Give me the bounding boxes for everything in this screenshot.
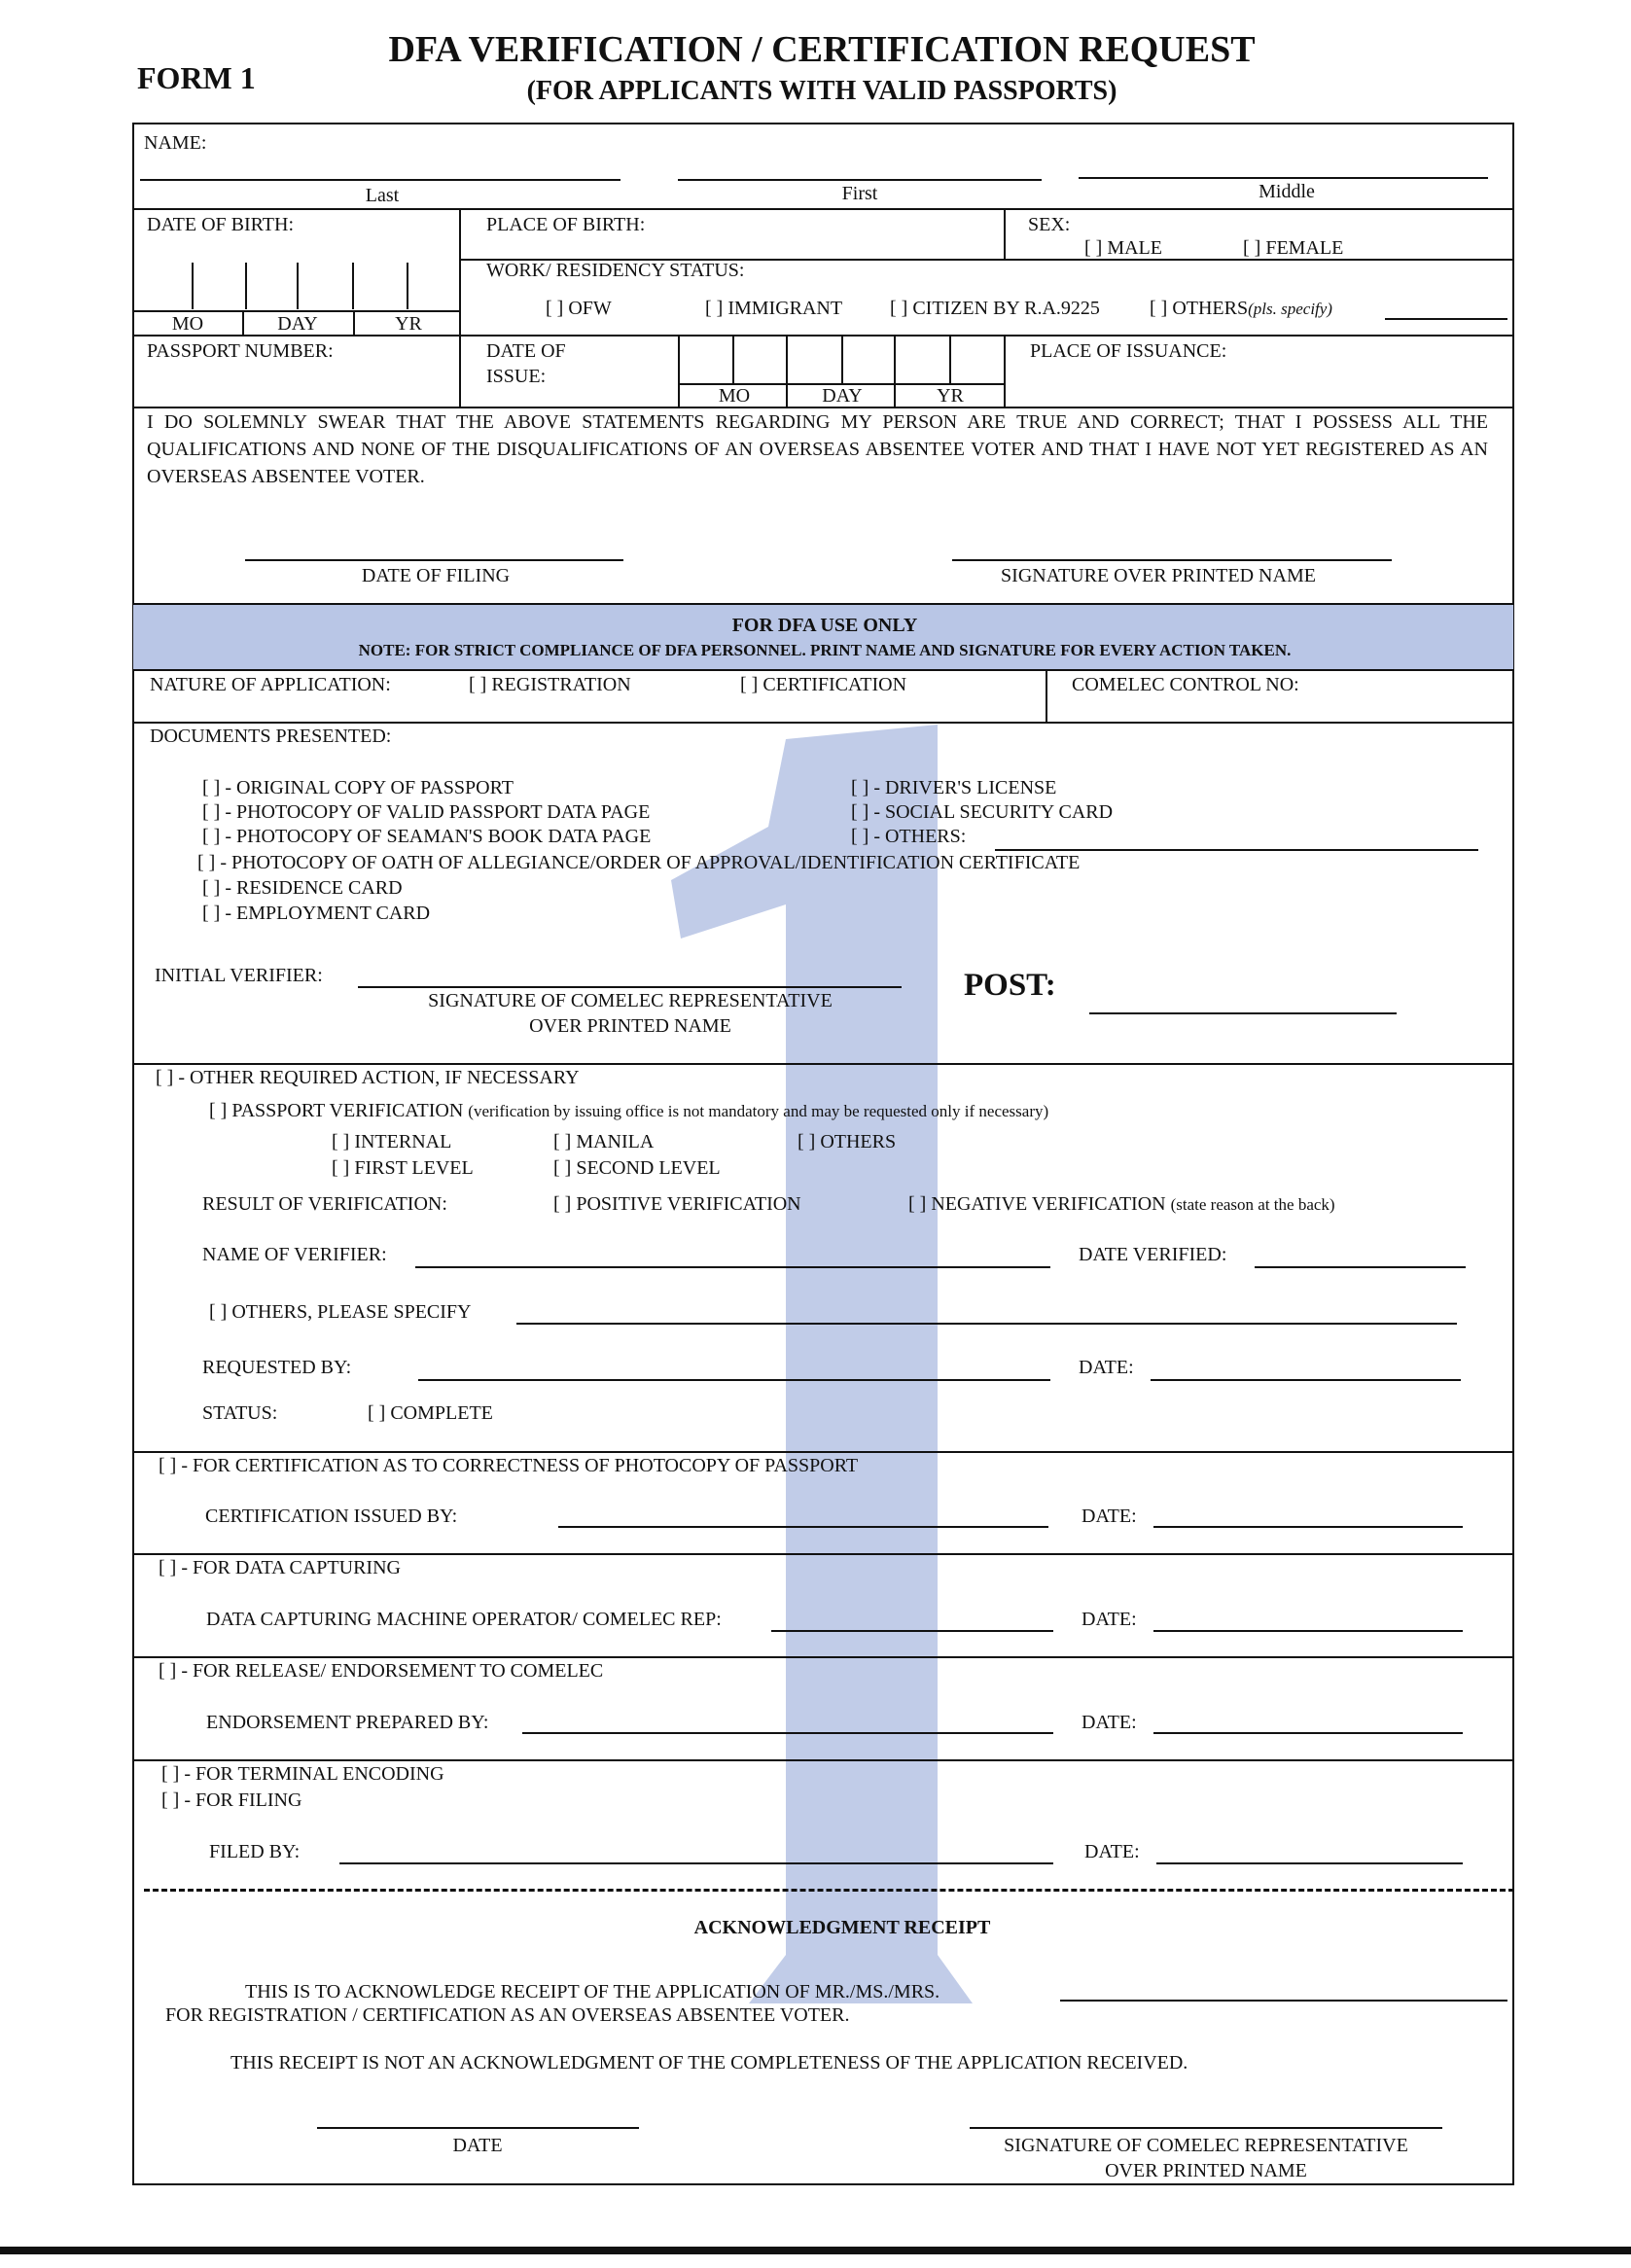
dob-day-label: DAY <box>277 313 318 335</box>
receipt-date-field[interactable] <box>317 2127 639 2129</box>
divider <box>353 310 355 335</box>
divider <box>242 310 244 335</box>
divider <box>132 1451 1514 1453</box>
divider <box>1004 335 1006 407</box>
divider <box>132 722 1514 724</box>
checkbox-female[interactable]: [ ] FEMALE <box>1243 237 1344 259</box>
dfa-use-note: NOTE: FOR STRICT COMPLIANCE OF DFA PERSONNEL. PRINT NAME AND SIGNATURE FOR EVERY ACTION TAKEN. <box>358 641 1292 659</box>
receipt-note: THIS RECEIPT IS NOT AN ACKNOWLEDGMENT OF THE COMPLETENESS OF THE APPLICATION RECEIVED. <box>230 2052 1188 2073</box>
dob-tick <box>192 263 194 309</box>
doc-item[interactable]: [ ] - SOCIAL SECURITY CARD <box>851 801 1114 823</box>
dob-yr-label: YR <box>395 313 422 335</box>
place-of-birth-label: PLACE OF BIRTH: <box>486 214 646 235</box>
divider <box>132 1759 1514 1761</box>
requested-date-field[interactable] <box>1151 1379 1461 1381</box>
doc-others-field[interactable] <box>995 849 1478 851</box>
checkbox-release[interactable]: [ ] - FOR RELEASE/ ENDORSEMENT TO COMELEC <box>159 1660 604 1682</box>
oath-text: I DO SOLEMNLY SWEAR THAT THE ABOVE STATEMENTS REGARDING MY PERSON ARE TRUE AND CORRECT; THAT I POSSESS ALL THE QUALIFICATIONS AND NONE OF THE DISQUALIFICATIONS OF AN OVERSEAS ABSENTEE VOTER AND THAT I HAVE NOT YET REGISTERED AS AN OVERSEAS ABSENTEE VOTER. <box>147 411 1488 487</box>
doc-item[interactable]: [ ] - ORIGINAL COPY OF PASSPORT <box>202 777 514 798</box>
issue-tick <box>841 335 843 383</box>
checkbox-positive[interactable]: [ ] POSITIVE VERIFICATION <box>553 1193 801 1215</box>
doc-item[interactable]: [ ] - PHOTOCOPY OF VALID PASSPORT DATA PAGE <box>202 801 651 823</box>
requested-date-label: DATE: <box>1079 1357 1134 1378</box>
issue-tick <box>949 335 951 383</box>
form-label: FORM 1 <box>137 60 256 95</box>
initial-verifier-label: INITIAL VERIFIER: <box>155 965 323 986</box>
filing-date-field[interactable] <box>1156 1862 1463 1864</box>
applicant-name-field[interactable] <box>1060 2000 1507 2002</box>
divider <box>132 1553 1514 1555</box>
requested-by-label: REQUESTED BY: <box>202 1357 352 1378</box>
dob-tick <box>407 263 408 309</box>
checkbox-registration[interactable]: [ ] REGISTRATION <box>469 674 631 695</box>
others-label: [ ] OTHERS <box>1150 298 1249 319</box>
prepared-by-label: ENDORSEMENT PREPARED BY: <box>206 1712 489 1733</box>
issue-yr-label: YR <box>937 385 964 407</box>
dob-tick <box>297 263 299 309</box>
date-verified-field[interactable] <box>1255 1266 1466 1268</box>
release-date-label: DATE: <box>1081 1712 1137 1733</box>
signature-label: SIGNATURE OVER PRINTED NAME <box>1001 565 1316 586</box>
issue-tick <box>732 335 734 383</box>
issued-by-field[interactable] <box>558 1526 1048 1528</box>
verifier-signature-label: SIGNATURE OF COMELEC REPRESENTATIVE <box>428 990 833 1011</box>
receipt-line-1: THIS IS TO ACKNOWLEDGE RECEIPT OF THE APPLICATION OF MR./MS./MRS. <box>245 1981 940 2002</box>
others-specify-field[interactable] <box>1385 318 1507 320</box>
receipt-title: ACKNOWLEDGMENT RECEIPT <box>693 1917 991 1938</box>
receipt-printed-name-label: OVER PRINTED NAME <box>1105 2160 1307 2181</box>
last-name-field[interactable] <box>140 179 620 181</box>
receipt-signature-label: SIGNATURE OF COMELEC REPRESENTATIVE <box>1004 2135 1408 2156</box>
dfa-use-title: FOR DFA USE ONLY <box>731 615 918 636</box>
operator-label: DATA CAPTURING MACHINE OPERATOR/ COMELEC REP: <box>206 1609 722 1630</box>
date-of-issue-label-2: ISSUE: <box>486 366 547 387</box>
last-label: Last <box>365 185 400 206</box>
issue-day-label: DAY <box>822 385 863 407</box>
first-name-field[interactable] <box>678 179 1042 181</box>
checkbox-data-capturing[interactable]: [ ] - FOR DATA CAPTURING <box>159 1557 401 1578</box>
checkbox-citizen[interactable]: [ ] CITIZEN BY R.A.9225 <box>890 298 1100 319</box>
checkbox-others-status[interactable] <box>1150 297 1332 321</box>
post-label: POST: <box>964 968 1056 1003</box>
name-label: NAME: <box>144 132 207 154</box>
doc-item[interactable]: [ ] - PHOTOCOPY OF OATH OF ALLEGIANCE/ORDER OF APPROVAL/IDENTIFICATION CERTIFICATE <box>197 852 1081 873</box>
nature-label: NATURE OF APPLICATION: <box>150 674 391 695</box>
checkbox-first-level[interactable]: [ ] FIRST LEVEL <box>332 1157 474 1179</box>
date-of-filing-field[interactable] <box>245 559 623 561</box>
passport-verification-note: (verification by issuing office is not mandatory and may be requested only if necessary) <box>468 1102 1049 1120</box>
passport-verification-label: [ ] PASSPORT VERIFICATION <box>209 1100 464 1121</box>
checkbox-second-level[interactable]: [ ] SECOND LEVEL <box>553 1157 721 1179</box>
checkbox-manila[interactable]: [ ] MANILA <box>553 1131 655 1152</box>
dob-mo-label: MO <box>171 313 204 335</box>
middle-label: Middle <box>1259 181 1315 202</box>
capture-date-field[interactable] <box>1153 1630 1463 1632</box>
checkbox-internal[interactable]: [ ] INTERNAL <box>332 1131 452 1152</box>
divider <box>1046 671 1047 722</box>
sex-label: SEX: <box>1028 214 1071 235</box>
checkbox-others-verification[interactable]: [ ] OTHERS <box>798 1131 897 1152</box>
receipt-signature-field[interactable] <box>970 2127 1442 2129</box>
documents-label: DOCUMENTS PRESENTED: <box>150 726 392 747</box>
dob-tick <box>352 263 354 309</box>
status-label: STATUS: <box>202 1402 278 1424</box>
capture-date-label: DATE: <box>1081 1609 1137 1630</box>
issue-mo-label: MO <box>718 385 751 407</box>
scan-bottom-edge <box>0 2247 1631 2254</box>
release-date-field[interactable] <box>1153 1732 1463 1734</box>
issue-tick <box>786 335 788 407</box>
work-status-label: WORK/ RESIDENCY STATUS: <box>486 260 745 281</box>
date-of-filing-label: DATE OF FILING <box>361 565 511 586</box>
operator-field[interactable] <box>771 1630 1053 1632</box>
cert-date-label: DATE: <box>1081 1506 1137 1527</box>
divider <box>678 335 680 407</box>
checkbox-others-specify[interactable]: [ ] OTHERS, PLEASE SPECIFY <box>209 1301 472 1323</box>
result-label: RESULT OF VERIFICATION: <box>202 1193 447 1215</box>
form-subtitle: (FOR APPLICANTS WITH VALID PASSPORTS) <box>526 76 1117 106</box>
date-verified-label: DATE VERIFIED: <box>1079 1244 1227 1265</box>
divider <box>459 208 461 407</box>
initial-verifier-field[interactable] <box>358 986 902 988</box>
checkbox-terminal-encoding[interactable]: [ ] - FOR TERMINAL ENCODING <box>161 1763 444 1785</box>
divider <box>1004 208 1006 260</box>
dob-tick <box>245 263 247 309</box>
issue-tick <box>894 335 896 407</box>
verifier-name-field[interactable] <box>415 1266 1050 1268</box>
checkbox-certification-photocopy[interactable]: [ ] - FOR CERTIFICATION AS TO CORRECTNESS OF PHOTOCOPY OF PASSPORT <box>159 1455 859 1476</box>
negative-note: (state reason at the back) <box>1170 1195 1335 1214</box>
first-label: First <box>841 183 878 204</box>
doc-item[interactable]: [ ] - PHOTOCOPY OF SEAMAN'S BOOK DATA PAGE <box>202 826 652 847</box>
receipt-date-label: DATE <box>452 2135 503 2156</box>
doc-item[interactable]: [ ] - EMPLOYMENT CARD <box>202 903 431 924</box>
negative-label: [ ] NEGATIVE VERIFICATION <box>908 1193 1166 1215</box>
place-of-issuance-label: PLACE OF ISSUANCE: <box>1030 340 1227 362</box>
checkbox-passport-verification[interactable] <box>209 1099 1048 1123</box>
post-field[interactable] <box>1089 1012 1397 1014</box>
divider <box>132 1656 1514 1658</box>
checkbox-complete[interactable]: [ ] COMPLETE <box>368 1402 493 1424</box>
filed-by-label: FILED BY: <box>209 1841 301 1862</box>
doc-item[interactable]: [ ] - OTHERS: <box>851 826 967 847</box>
checkbox-immigrant[interactable]: [ ] IMMIGRANT <box>705 298 843 319</box>
filing-date-label: DATE: <box>1084 1841 1140 1862</box>
checkbox-certification[interactable]: [ ] CERTIFICATION <box>740 674 907 695</box>
dob-label: DATE OF BIRTH: <box>147 214 295 235</box>
cut-line <box>144 1889 1514 1892</box>
cert-date-field[interactable] <box>1153 1526 1463 1528</box>
date-of-issue-label-1: DATE OF <box>486 340 566 362</box>
requested-by-field[interactable] <box>418 1379 1050 1381</box>
filed-by-field[interactable] <box>339 1862 1053 1864</box>
comelec-control-label: COMELEC CONTROL NO: <box>1072 674 1299 695</box>
checkbox-male[interactable]: [ ] MALE <box>1084 237 1162 259</box>
checkbox-ofw[interactable]: [ ] OFW <box>546 298 612 319</box>
prepared-by-field[interactable] <box>522 1732 1053 1734</box>
receipt-line-2: FOR REGISTRATION / CERTIFICATION AS AN OVERSEAS ABSENTEE VOTER. <box>165 2004 850 2026</box>
signature-field[interactable] <box>952 559 1392 561</box>
verifier-printed-name-label: OVER PRINTED NAME <box>529 1015 731 1037</box>
checkbox-negative[interactable] <box>908 1192 1335 1217</box>
others-specify-field[interactable] <box>516 1323 1457 1325</box>
checkbox-filing[interactable]: [ ] - FOR FILING <box>161 1790 302 1811</box>
others-note: (pls. specify) <box>1248 300 1332 318</box>
passport-number-label: PASSPORT NUMBER: <box>147 340 334 362</box>
divider <box>132 1063 1514 1065</box>
verifier-name-label: NAME OF VERIFIER: <box>202 1244 387 1265</box>
doc-item[interactable]: [ ] - RESIDENCE CARD <box>202 877 403 899</box>
form-title: DFA VERIFICATION / CERTIFICATION REQUEST <box>388 29 1256 70</box>
issued-by-label: CERTIFICATION ISSUED BY: <box>205 1506 458 1527</box>
doc-item[interactable]: [ ] - DRIVER'S LICENSE <box>851 777 1057 798</box>
divider <box>132 335 1514 337</box>
checkbox-other-action[interactable]: [ ] - OTHER REQUIRED ACTION, IF NECESSARY <box>156 1067 580 1088</box>
divider <box>132 208 1514 210</box>
middle-name-field[interactable] <box>1079 177 1488 179</box>
